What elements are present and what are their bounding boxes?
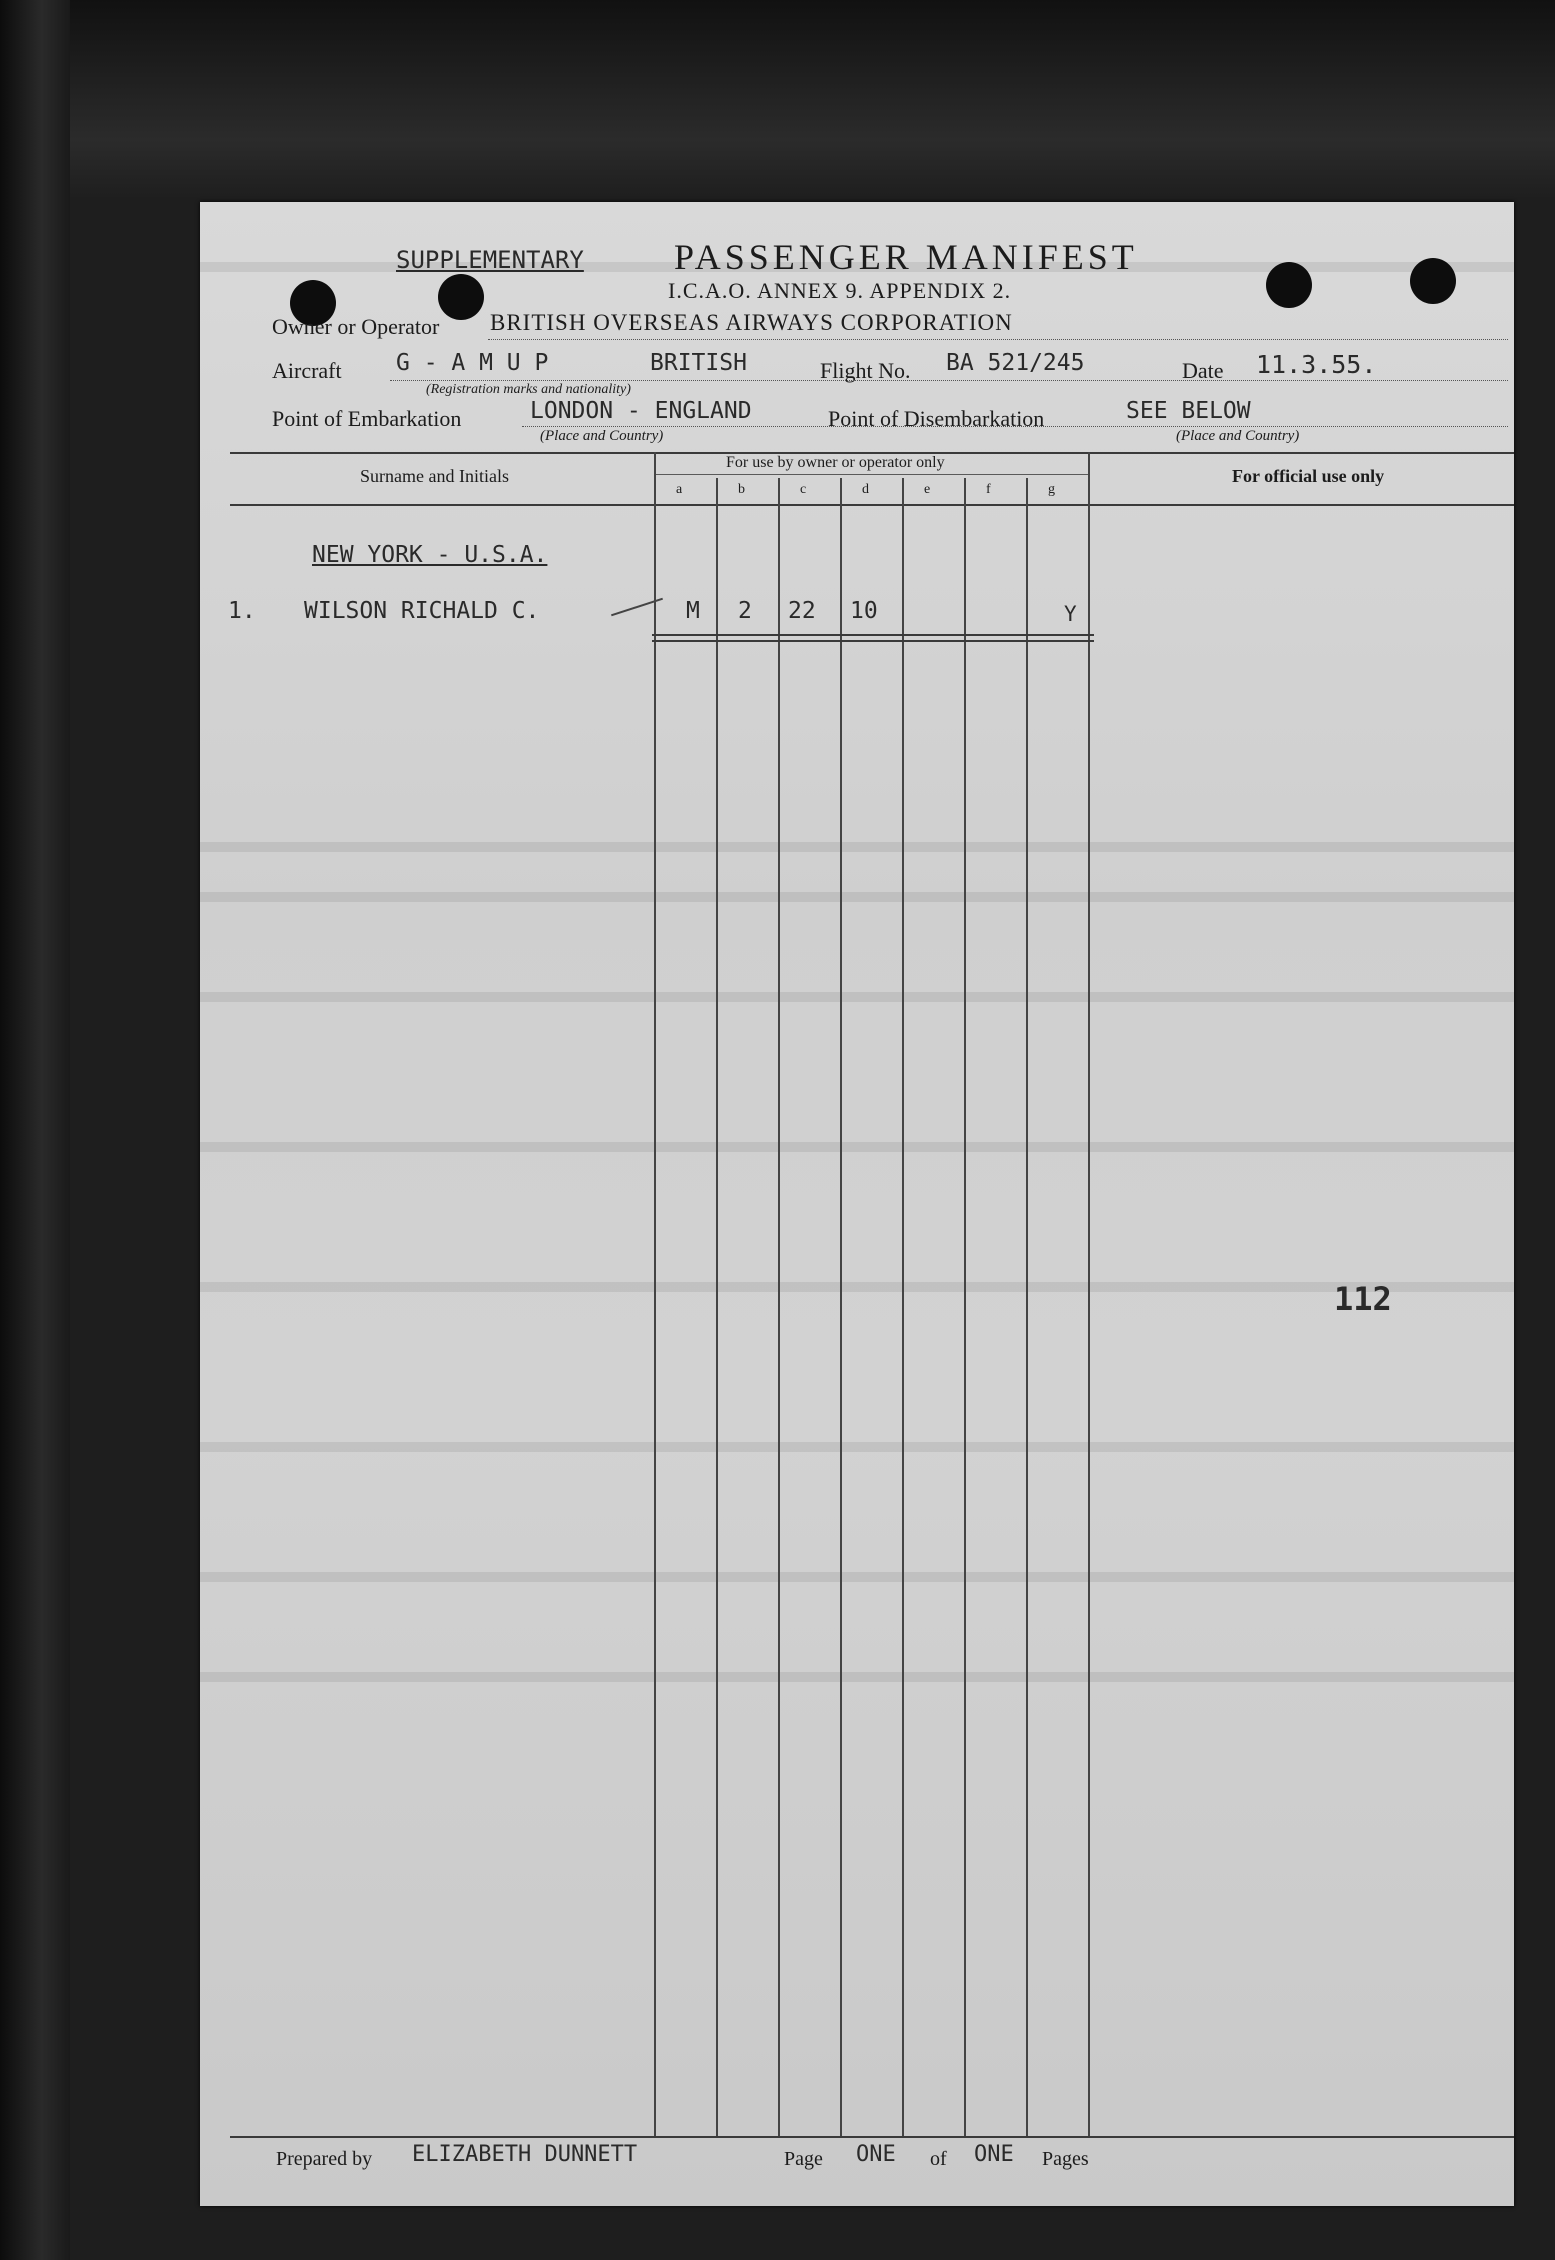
- page-value: ONE: [856, 2142, 896, 2167]
- scan-streak: [200, 1282, 1514, 1292]
- col-divider: [778, 478, 780, 2138]
- aircraft-hint: (Registration marks and nationality): [426, 382, 631, 397]
- col-divider: [716, 478, 718, 2138]
- row-number: 1.: [228, 598, 256, 624]
- stamp-number: 112: [1334, 1280, 1392, 1318]
- footer-rule: [230, 2136, 1514, 2138]
- scan-streak: [200, 842, 1514, 852]
- scan-streak: [200, 1672, 1514, 1682]
- cell-a: M: [686, 598, 700, 624]
- cell-d: 10: [850, 598, 878, 624]
- aircraft-label: Aircraft: [272, 358, 342, 383]
- operator-subrule: [656, 474, 1090, 475]
- col-divider: [840, 478, 842, 2138]
- table-header-rule: [230, 504, 1514, 506]
- col-divider: [964, 478, 966, 2138]
- prepared-value: ELIZABETH DUNNETT: [412, 2142, 638, 2167]
- embark-value: LONDON - ENGLAND: [530, 398, 752, 424]
- sub-col-c: c: [800, 482, 807, 497]
- scan-streak: [200, 1142, 1514, 1152]
- total-rule: [652, 640, 1094, 642]
- aircraft-line: [390, 380, 1508, 381]
- aircraft-value: G - A M U P: [396, 350, 549, 376]
- cell-g: Y: [1064, 602, 1077, 626]
- disembark-label: Point of Disembarkation: [828, 406, 1045, 431]
- operator-header: For use by owner or operator only: [726, 454, 945, 471]
- disembark-value: SEE BELOW: [1126, 398, 1251, 424]
- col-divider: [1088, 452, 1090, 2138]
- col-name-header: Surname and Initials: [360, 466, 509, 486]
- col-divider: [902, 478, 904, 2138]
- col-divider: [1026, 478, 1028, 2138]
- sub-col-f: f: [986, 482, 991, 497]
- page-title: PASSENGER MANIFEST: [674, 237, 1138, 277]
- owner-label: Owner or Operator: [272, 314, 440, 339]
- film-border-top: [0, 0, 1555, 200]
- supplementary-label: SUPPLEMENTARY: [396, 246, 584, 274]
- scan-streak: [200, 892, 1514, 902]
- sub-col-e: e: [924, 482, 931, 497]
- pages-label: Pages: [1042, 2148, 1089, 2170]
- page-subtitle: I.C.A.O. ANNEX 9. APPENDIX 2.: [668, 278, 1012, 303]
- flight-value: BA 521/245: [946, 350, 1085, 376]
- cell-b: 2: [738, 598, 752, 624]
- flight-label: Flight No.: [820, 358, 911, 383]
- date-value: 11.3.55.: [1256, 350, 1377, 379]
- page-label: Page: [784, 2148, 823, 2170]
- col-divider: [654, 452, 656, 2138]
- punch-hole: [1410, 258, 1456, 304]
- sub-col-d: d: [862, 482, 869, 497]
- cell-c: 22: [788, 598, 816, 624]
- passenger-name: WILSON RICHALD C.: [304, 598, 540, 624]
- official-header: For official use only: [1232, 466, 1385, 486]
- total-rule: [652, 634, 1094, 636]
- prepared-label: Prepared by: [276, 2148, 373, 2170]
- destination-heading: NEW YORK - U.S.A.: [312, 542, 548, 568]
- nationality-value: BRITISH: [650, 350, 747, 376]
- date-label: Date: [1182, 358, 1224, 383]
- embark-line: [522, 426, 1508, 427]
- scan-streak: [200, 1442, 1514, 1452]
- scan-streak: [200, 1572, 1514, 1582]
- of-value: ONE: [974, 2142, 1014, 2167]
- punch-hole: [1266, 262, 1312, 308]
- owner-value: BRITISH OVERSEAS AIRWAYS CORPORATION: [490, 310, 1013, 335]
- punch-hole: [438, 274, 484, 320]
- sub-col-g: g: [1048, 482, 1055, 497]
- film-border-left: [0, 0, 70, 2260]
- owner-line: [488, 339, 1508, 340]
- manifest-sheet: [200, 202, 1514, 2206]
- of-label: of: [930, 2148, 947, 2170]
- embark-hint: (Place and Country): [540, 428, 664, 444]
- sub-col-a: a: [676, 482, 683, 497]
- disembark-hint: (Place and Country): [1176, 428, 1300, 444]
- sub-col-b: b: [738, 482, 745, 497]
- scan-streak: [200, 992, 1514, 1002]
- embark-label: Point of Embarkation: [272, 406, 462, 431]
